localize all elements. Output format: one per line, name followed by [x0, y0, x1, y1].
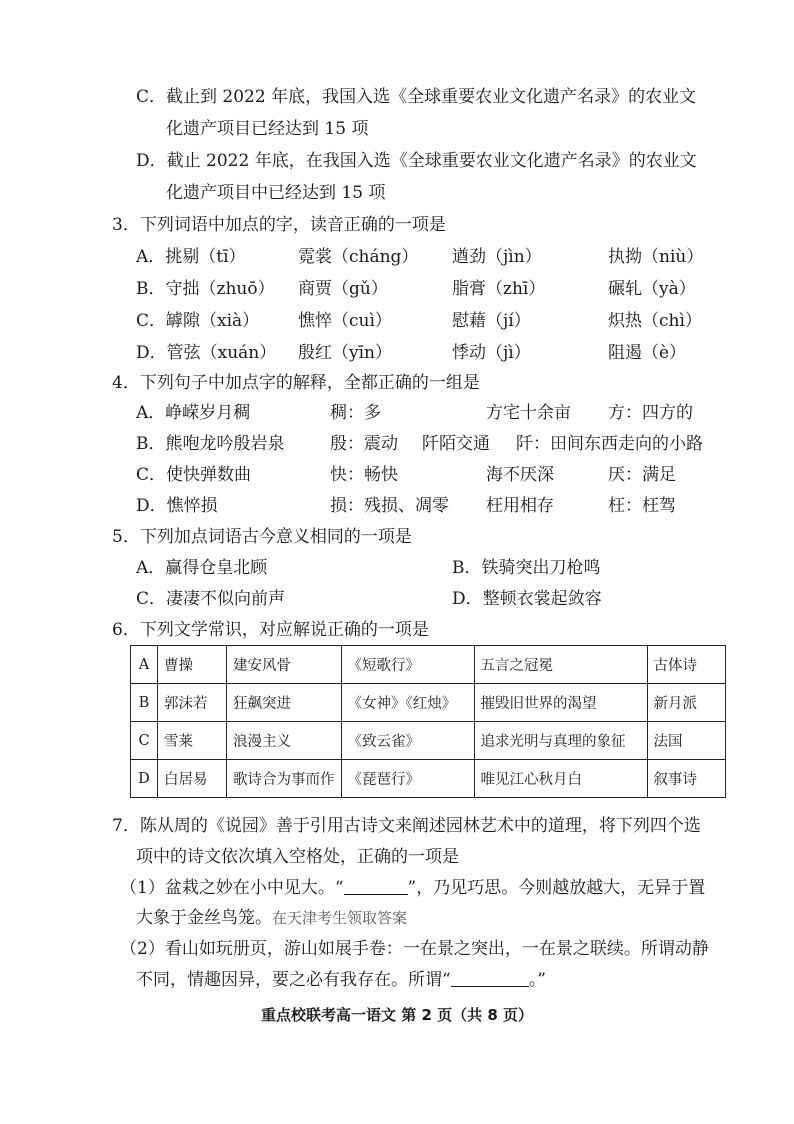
- q3-row-b: [136, 278, 736, 300]
- q7-p1-line2-text: 大象于金丝鸟笼。: [136, 908, 272, 928]
- q3-item: 殷红（yīn）: [298, 343, 392, 363]
- q7-passage-2-line2: [136, 969, 546, 991]
- q4-item: C．使快弹数曲: [136, 465, 252, 485]
- table-cell: 白居易: [158, 760, 227, 798]
- table-cell: 唯见江心秋月白: [474, 760, 647, 798]
- q7-passage-1-line1: [120, 877, 705, 899]
- q4-item: 损：残损、凋零: [330, 496, 449, 516]
- q3-item: C．罅隙（xià）: [136, 311, 260, 331]
- table-cell: 叙事诗: [647, 760, 726, 798]
- q7-p1-text-b: ”，乃见巧思。今则越放越大，无异于置: [407, 878, 706, 898]
- q3-item: 炽热（chì）: [608, 311, 702, 331]
- q4-row-a: [136, 402, 736, 424]
- q3-item: A．挑剔（tī）: [136, 247, 246, 267]
- q4-item: 枉：枉驾: [608, 496, 676, 516]
- table-cell: A: [131, 646, 158, 684]
- table-cell: C: [131, 722, 158, 760]
- q5-option-b: B．铁骑突出刀枪鸣: [452, 558, 601, 578]
- q5-option-c: C．凄凄不似向前声: [136, 589, 286, 609]
- q3-item: 执拗（niù）: [608, 247, 704, 267]
- q7-p2-text-b: 。”: [528, 970, 546, 990]
- q4-row-b: [136, 433, 736, 455]
- answer-blank[interactable]: [344, 878, 408, 895]
- q3-item: D．管弦（xuán）: [136, 343, 277, 363]
- q3-stem: 3．下列词语中加点的字，读音正确的一项是: [112, 215, 446, 235]
- table-cell: 古体诗: [647, 646, 726, 684]
- q7-stem-line1: 7．陈从周的《说园》善于引用古诗文来阐述园林艺术中的道理，将下列四个选: [112, 816, 701, 836]
- table-cell: 雪莱: [158, 722, 227, 760]
- q6-stem: 6．下列文学常识，对应解说正确的一项是: [112, 620, 429, 640]
- q5-stem: 5．下列加点词语古今意义相同的一项是: [112, 527, 412, 547]
- table-cell: 《致云雀》: [341, 722, 474, 760]
- table-cell: 歌诗合为事而作: [227, 760, 342, 798]
- table-cell: 《琵琶行》: [341, 760, 474, 798]
- q3-item: 憔悴（cuì）: [298, 311, 392, 331]
- table-cell: 浪漫主义: [227, 722, 342, 760]
- table-cell: 摧毁旧世界的渴望: [474, 684, 647, 722]
- page-footer: 重点校联考高一语文 第 2 页（共 8 页）: [261, 1006, 533, 1024]
- q4-row-d: [136, 495, 736, 517]
- table-cell: 郭沫若: [158, 684, 227, 722]
- q5-option-d: D．整顿衣裳起敛容: [452, 589, 602, 609]
- q3-item: 脂膏（zhī）: [452, 279, 546, 299]
- q4-item: A．峥嵘岁月稠: [136, 403, 251, 423]
- table-row: [131, 646, 726, 684]
- table-row: [131, 684, 726, 722]
- q2-option-c-line2: 化遗产项目已经达到 15 项: [166, 119, 369, 139]
- q2-option-d-line1: D．截止 2022 年底，在我国入选《全球重要农业文化遗产名录》的农业文: [136, 151, 697, 171]
- q3-item: 阻遏（è）: [608, 343, 687, 363]
- q4-item: 方：四方的: [608, 403, 693, 423]
- table-cell: 新月派: [647, 684, 726, 722]
- q4-item: 阡陌交通: [422, 434, 490, 454]
- q4-item: 阡：田间东西走向的小路: [516, 434, 703, 454]
- table-cell: 《短歌行》: [341, 646, 474, 684]
- table-cell: B: [131, 684, 158, 722]
- q4-stem: 4．下列句子中加点字的解释，全都正确的一组是: [112, 373, 480, 393]
- table-cell: 追求光明与真理的象征: [474, 722, 647, 760]
- table-cell: 《女神》《红烛》: [341, 684, 474, 722]
- q7-passage-1-line2: [136, 907, 407, 929]
- q3-item: B．守拙（zhuō）: [136, 279, 275, 299]
- q4-item: 殷：震动: [330, 434, 398, 454]
- q2-option-c-line1: C．截止到 2022 年底，我国入选《全球重要农业文化遗产名录》的农业文: [136, 87, 697, 107]
- table-row: [131, 722, 726, 760]
- table-row: [131, 760, 726, 798]
- q4-item: 稠：多: [330, 403, 381, 423]
- q4-item: B．熊咆龙吟殷岩泉: [136, 434, 285, 454]
- q7-passage-2-line1: （2）看山如玩册页，游山如展手卷：一在景之突出，一在景之联续。所谓动静: [120, 939, 709, 959]
- q3-item: 碾轧（yà）: [608, 279, 696, 299]
- q7-p1-text-a: （1）盆栽之妙在小中见大。“: [120, 878, 344, 898]
- q3-item: 霓裳（cháng）: [298, 247, 419, 267]
- literature-table: [130, 645, 726, 798]
- watermark-note: 在天津考生领取答案: [272, 909, 408, 927]
- q4-item: 快：畅快: [330, 465, 398, 485]
- table-cell: 建安风骨: [227, 646, 342, 684]
- q4-item: 枉用相存: [486, 496, 554, 516]
- q3-row-a: [136, 246, 736, 268]
- q5-option-a: A．赢得仓皇北顾: [136, 558, 268, 578]
- q3-row-c: [136, 310, 736, 332]
- table-cell: 曹操: [158, 646, 227, 684]
- table-cell: D: [131, 760, 158, 798]
- table-cell: 五言之冠冕: [474, 646, 647, 684]
- table-cell: 狂飙突进: [227, 684, 342, 722]
- q3-item: 慰藉（jí）: [452, 311, 531, 331]
- q4-item: 厌：满足: [608, 465, 676, 485]
- q4-item: 海不厌深: [486, 465, 554, 485]
- q7-p2-text-a: 不同，情趣因异，要之必有我存在。所谓“: [136, 970, 451, 990]
- q3-row-d: [136, 342, 736, 364]
- q7-stem-line2: 项中的诗文依次填入空格处，正确的一项是: [136, 847, 459, 867]
- q2-option-d-line2: 化遗产项目中已经达到 15 项: [166, 183, 386, 203]
- q4-item: 方宅十余亩: [486, 403, 571, 423]
- q3-item: 商贾（gǔ）: [298, 279, 388, 299]
- answer-blank[interactable]: [451, 970, 529, 987]
- q4-row-c: [136, 464, 736, 486]
- q3-item: 遒劲（jìn）: [452, 247, 542, 267]
- q3-item: 悸动（jì）: [452, 343, 531, 363]
- table-cell: 法国: [647, 722, 726, 760]
- q4-item: D．憔悴损: [136, 496, 218, 516]
